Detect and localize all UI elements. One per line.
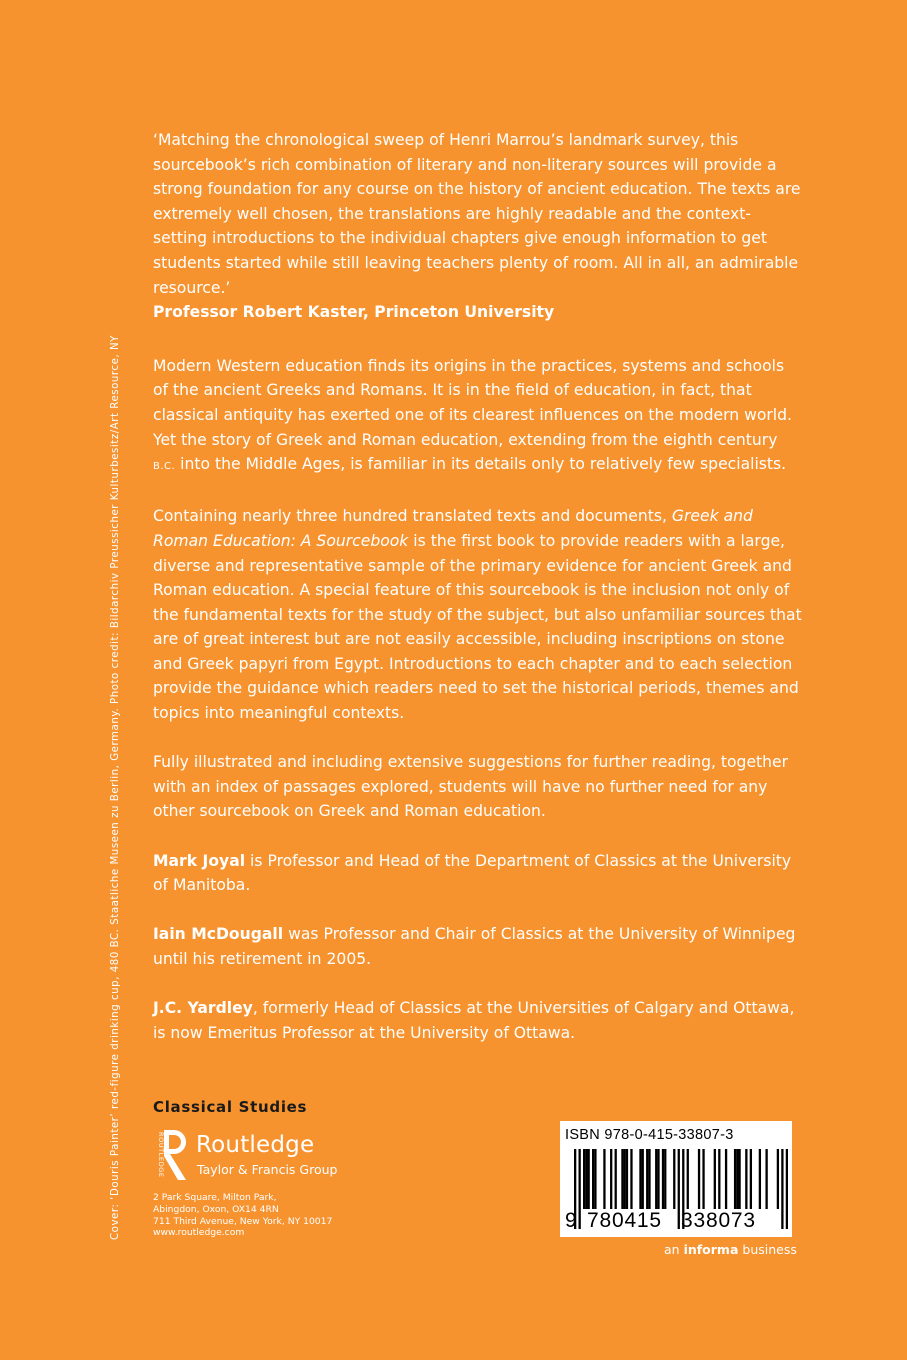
isbn-barcode bbox=[560, 1121, 792, 1237]
address-line: 711 Third Avenue, New York, NY 10017 bbox=[153, 1215, 333, 1227]
author-name: Mark Joyal bbox=[153, 851, 246, 870]
barcode-left-digits: 780415 bbox=[587, 1209, 662, 1232]
logo-mark-text: ROUTLEDGE bbox=[157, 1132, 165, 1178]
barcode-bar bbox=[765, 1149, 767, 1209]
barcode-bar bbox=[745, 1149, 747, 1209]
description-paragraph-1 bbox=[153, 354, 803, 480]
description-paragraph-3: Fully illustrated and including extensive suggestions for further reading, together with an index of passages explored, students will have no further need for any other sourcebook on Greek and Roman education. bbox=[153, 753, 789, 821]
informa-suffix: business bbox=[738, 1242, 797, 1257]
barcode-guard-bar bbox=[786, 1149, 788, 1229]
publisher-logo bbox=[150, 1128, 410, 1184]
description-paragraph-2 bbox=[153, 504, 803, 725]
barcode-bar bbox=[592, 1149, 594, 1209]
barcode-bar bbox=[646, 1149, 648, 1209]
author-bio-1 bbox=[153, 849, 803, 898]
barcode-bar bbox=[698, 1149, 700, 1209]
p2-text-a: Containing nearly three hundred translated texts and documents, bbox=[153, 507, 672, 526]
barcode-guard-bar bbox=[579, 1149, 581, 1229]
address-line: Abingdon, Oxon, OX14 4RN bbox=[153, 1203, 279, 1215]
informa-tagline bbox=[664, 1242, 797, 1257]
p2-text-b: is the first book to provide readers with a large, diverse and representative sample of the primary evidence for ancient Greek and Roman education. A special feature of this sourcebook is the inclusion not only of the fundamental texts for the study of the subject, but also unfamiliar sources that are of great interest but are not easily accessible, including inscriptions on stone and Greek papyri from Egypt. Introductions to each chapter and to each selection provide the guidance which readers need to set the historical periods, themes and topics into meaningful contexts. bbox=[153, 531, 802, 723]
barcode-bar bbox=[736, 1149, 738, 1209]
endorsement-quote: ‘Matching the chronological sweep of Henri Marrou’s landmark survey, this sourcebook’s rich combination of literary and non-literary sources will provide a strong foundation for any course on the history of ancient education. The texts are extremely well chosen, the translations are highly readable and the context-setting introductions to the individual chapters give enough information to get students started while still leaving teachers plenty of room. All in all, an admirable resource.’ bbox=[153, 131, 801, 297]
informa-brand: informa bbox=[683, 1242, 739, 1257]
barcode-bar bbox=[673, 1149, 675, 1209]
endorsement-attribution: Professor Robert Kaster, Princeton University bbox=[153, 303, 555, 322]
barcode-bar bbox=[583, 1149, 585, 1209]
barcode-bar bbox=[687, 1149, 689, 1209]
barcode-bar bbox=[648, 1149, 650, 1209]
author-bio-text: was Professor and Chair of Classics at the University of Winnipeg until his retirement in 2005. bbox=[153, 925, 796, 968]
author-bio-3 bbox=[153, 996, 803, 1045]
barcode-bar bbox=[759, 1149, 761, 1209]
routledge-logo-icon bbox=[150, 1128, 192, 1184]
barcode-bar bbox=[662, 1149, 664, 1209]
barcode-bar bbox=[714, 1149, 716, 1209]
barcode-bar bbox=[594, 1149, 596, 1209]
barcode-bar bbox=[655, 1149, 657, 1209]
publisher-address bbox=[153, 1192, 332, 1239]
barcode-bar bbox=[624, 1149, 626, 1209]
publisher-group: Taylor & Francis Group bbox=[197, 1162, 338, 1177]
publisher-website: www.routledge.com bbox=[153, 1227, 245, 1239]
barcode-bar bbox=[585, 1149, 587, 1209]
book-title: Greek and Roman Education: A Sourcebook bbox=[153, 507, 753, 550]
barcode-bar bbox=[725, 1149, 727, 1209]
barcode-bar bbox=[626, 1149, 628, 1209]
barcode-right-digits: 338073 bbox=[681, 1209, 756, 1232]
barcode-bar bbox=[621, 1149, 623, 1209]
era-abbreviation: B.C. bbox=[153, 461, 176, 473]
barcode-bar bbox=[734, 1149, 736, 1209]
barcode-first-digit: 9 bbox=[565, 1209, 577, 1232]
barcode-bar bbox=[750, 1149, 752, 1209]
barcode-bar bbox=[664, 1149, 666, 1209]
address-line: 2 Park Square, Milton Park, bbox=[153, 1192, 277, 1203]
informa-prefix: an bbox=[664, 1242, 684, 1257]
barcode-bar bbox=[642, 1149, 644, 1209]
barcode-bar bbox=[639, 1149, 641, 1209]
author-bio-text: is Professor and Head of the Department of Classics at the University of Manitoba. bbox=[153, 851, 792, 895]
p1-text-a: Modern Western education finds its origins in the practices, systems and schools of the ancient Greeks and Romans. It is in the field of education, in fact, that classical antiquity has exerted one of its clearest influences on the modern world. Yet the story of Greek and Roman education, extending from the eighth century bbox=[153, 356, 792, 449]
barcode-bar bbox=[603, 1149, 605, 1209]
author-bio-text: , formerly Head of Classics at the Universities of Calgary and Ottawa, is now Emeritus Professor at the University of Ottawa. bbox=[153, 999, 795, 1042]
cover-photo-credit: Cover: ‘Douris Painter’ red-figure drinking cup, 480 BC. Staatliche Museen zu Berlin, Germany. Photo credit: Bildarchiv Preussicher Kulturbesitz/Art Resource, NY bbox=[110, 335, 121, 1240]
barcode-bar bbox=[702, 1149, 704, 1209]
publisher-name: Routledge bbox=[196, 1132, 315, 1158]
barcode-bar bbox=[718, 1149, 720, 1209]
barcode-bar bbox=[588, 1149, 590, 1209]
p1-text-b: into the Middle Ages, is familiar in its details only to relatively few specialists. bbox=[175, 455, 787, 474]
series-label: Classical Studies bbox=[153, 1098, 308, 1116]
author-bio-2 bbox=[153, 922, 803, 971]
author-name: J.C. Yardley bbox=[153, 999, 253, 1018]
isbn-number: ISBN 978-0-415-33807-3 bbox=[565, 1127, 734, 1143]
barcode-bar bbox=[615, 1149, 617, 1209]
barcode-guard-bar bbox=[781, 1149, 783, 1229]
barcode-bar bbox=[630, 1149, 632, 1209]
barcode-bar bbox=[738, 1149, 740, 1209]
author-name: Iain McDougall bbox=[153, 925, 284, 944]
barcode-guard-bar bbox=[678, 1149, 680, 1229]
barcode-bar bbox=[657, 1149, 659, 1209]
barcode-bar bbox=[610, 1149, 612, 1209]
back-cover-text bbox=[153, 128, 803, 1070]
barcode-bar bbox=[777, 1149, 779, 1209]
